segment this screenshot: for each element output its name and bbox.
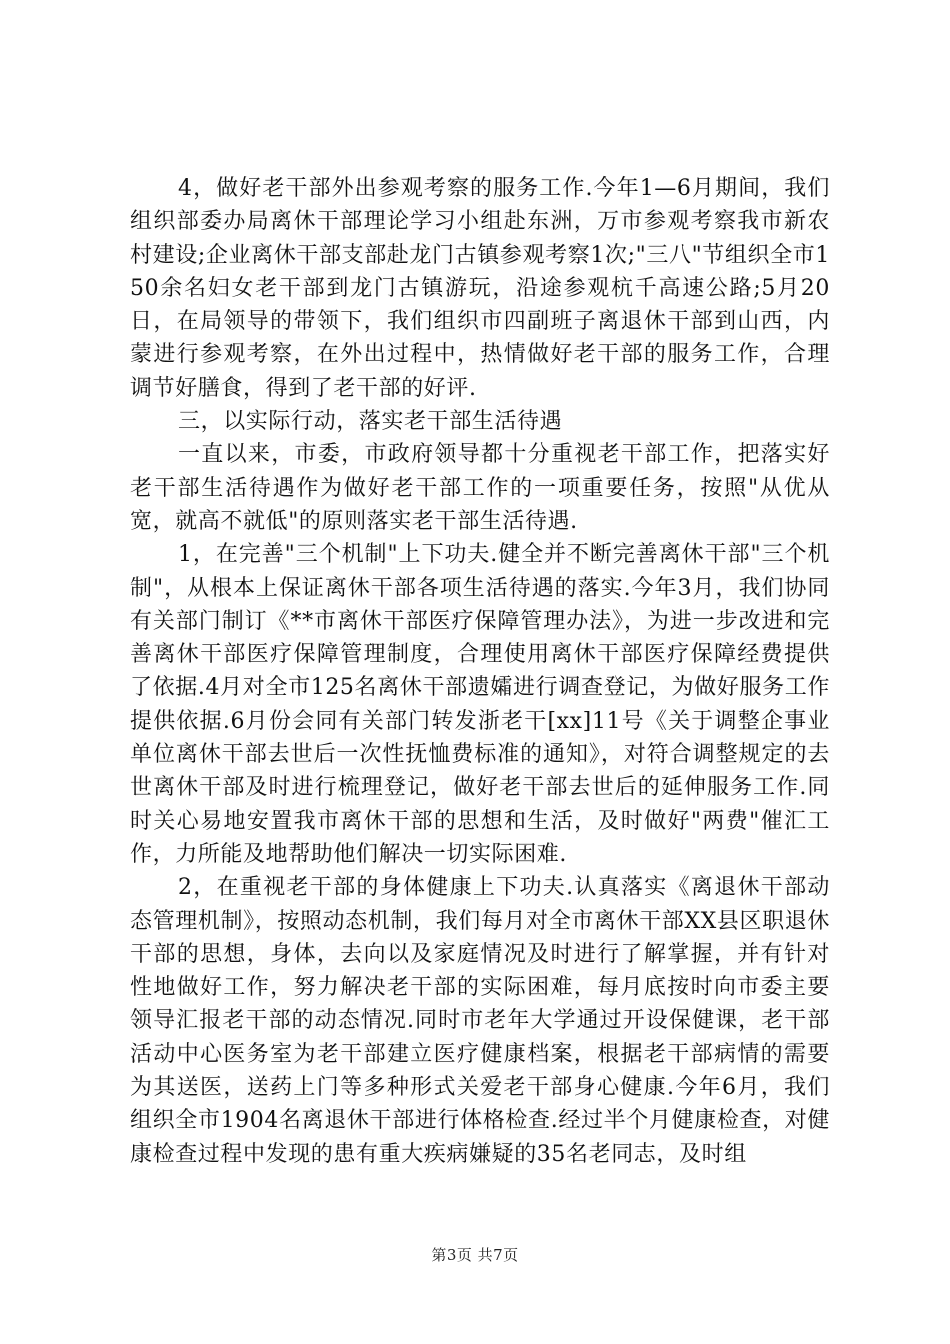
paragraph-outing-service: 4，做好老干部外出参观考察的服务工作.今年1—6月期间，我们组织部委办局离休干部理论学习小组赴东洲，万市参观考察我市新农村建设;企业离休干部支部赴龙门古镇参观考察1次;"三八"节组织全市150余名妇女老干部到龙门古镇游玩，沿途参观杭千高速公路;5月20日，在局领导的带领下，我们组织市四副班子离退休干部到山西，内蒙进行参观考察，在外出过程中，热情做好老干部的服务工作，合理调节好膳食，得到了老干部的好评. (130, 176, 830, 401)
page-number-footer: 第3页 共7页 (431, 1246, 519, 1264)
paragraph-intro: 一直以来，市委，市政府领导都十分重视老干部工作，把落实好老干部生活待遇作为做好老干部工作的一项重要任务，按照"从优从宽，就高不就低"的原则落实老干部生活待遇. (130, 442, 830, 534)
paragraph-health: 2，在重视老干部的身体健康上下功夫.认真落实《离退休干部动态管理机制》，按照动态机制，我们每月对全市离休干部XX县区职退休干部的思想，身体，去向以及家庭情况及时进行了解掌握，并有针对性地做好工作，努力解决老干部的实际困难，每月底按时向市委主要领导汇报老干部的动态情况.同时市老年大学通过开设保健课，老干部活动中心医务室为老干部建立医疗健康档案，根据老干部病情的需要为其送医，送药上门等多种形式关爱老干部身心健康.今年6月，我们组织全市1904名离退休干部进行体格检查.经过半个月健康检查，对健康检查过程中发现的患有重大疾病嫌疑的35名老同志，及时组 (130, 875, 830, 1167)
section-heading-living-benefits: 三，以实际行动，落实老干部生活待遇 (178, 409, 563, 435)
paragraph-three-mechanisms: 1，在完善"三个机制"上下功夫.健全并不断完善离休干部"三个机制"，从根本上保证离休干部各项生活待遇的落实.今年3月，我们协同有关部门制订《**市离休干部医疗保障管理办法》，为进一步改进和完善离休干部医疗保障管理制度，合理使用离休干部医疗保障经费提供了依据.4月对全市125名离休干部遗孀进行调查登记，为做好服务工作提供依据.6月份会同有关部门转发浙老干[xx]11号《关于调整企事业单位离休干部去世后一次性抚恤费标准的通知》，对符合调整规定的去世离休干部及时进行梳理登记，做好老干部去世后的延伸服务工作.同时关心易地安置我市离休干部的思想和生活，及时做好"两费"催汇工作，力所能及地帮助他们解决一切实际困难. (130, 542, 830, 867)
document-body (130, 172, 830, 1171)
